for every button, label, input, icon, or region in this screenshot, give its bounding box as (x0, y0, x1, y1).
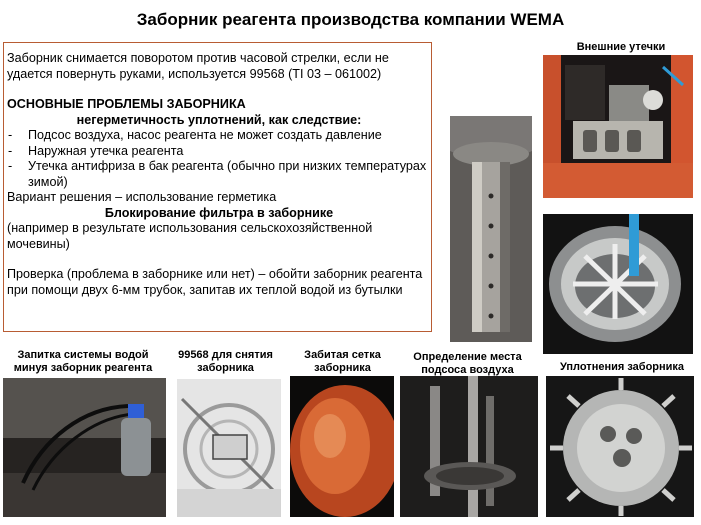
bullet-text: Подсос воздуха, насос реагента не может создать давление (28, 128, 382, 142)
bullet-text: Наружная утечка реагента (28, 143, 184, 158)
list-item (7, 144, 431, 160)
caption-removal-tool: 99568 для снятия заборника (178, 349, 273, 374)
intro-text: Заборник снимается поворотом против часовой стрелки, если не удается повернуть руками, используется 99568 (TI 03 – 061002) (7, 51, 389, 81)
list-item (7, 159, 431, 190)
bullet-marker: - (8, 143, 13, 158)
caption-external-leaks: Внешние утечки (576, 41, 666, 53)
external-leaks-photo (543, 55, 693, 198)
seal-ring-photo (543, 214, 693, 354)
bullet-text: Утечка антифриза в бак реагента (обычно при низких температурах зимой) (28, 159, 427, 189)
page-title: Заборник реагента производства компании WEMA (136, 10, 565, 29)
clogged-mesh-photo (290, 376, 394, 517)
water-bottle-photo (3, 378, 166, 517)
problems-subheading: негерметичность уплотнений, как следствие: (76, 112, 362, 127)
intake-pipe-photo (450, 116, 532, 342)
bullet-marker: - (8, 128, 13, 142)
caption-water-supply: Запитка системы водой минуя заборник реагента (13, 349, 153, 374)
check-text: Проверка (проблема в заборнике или нет) – обойти заборник реагента при помощи двух 6-мм трубок, запитав их теплой водой из бутылки (7, 267, 423, 297)
info-text-box (3, 42, 432, 332)
caption-air-leak: Определение места подсоса воздуха (413, 351, 522, 376)
caption-seals: Уплотнения заборника (559, 361, 685, 373)
filter-note: (например в результате использования сельскохозяйственной мочевины) (7, 221, 373, 251)
air-leak-photo (400, 376, 538, 517)
list-item (7, 128, 431, 144)
bullet-marker: - (8, 159, 13, 173)
removal-tool-photo (177, 379, 281, 517)
filter-heading: Блокирование фильтра в заборнике (104, 205, 334, 220)
seals-photo (546, 376, 694, 517)
problems-heading: ОСНОВНЫЕ ПРОБЛЕМЫ ЗАБОРНИКА (7, 97, 246, 111)
solution-text: Вариант решения – использование герметика (7, 190, 277, 204)
caption-clogged-mesh: Забитая сетка заборника (304, 349, 381, 374)
